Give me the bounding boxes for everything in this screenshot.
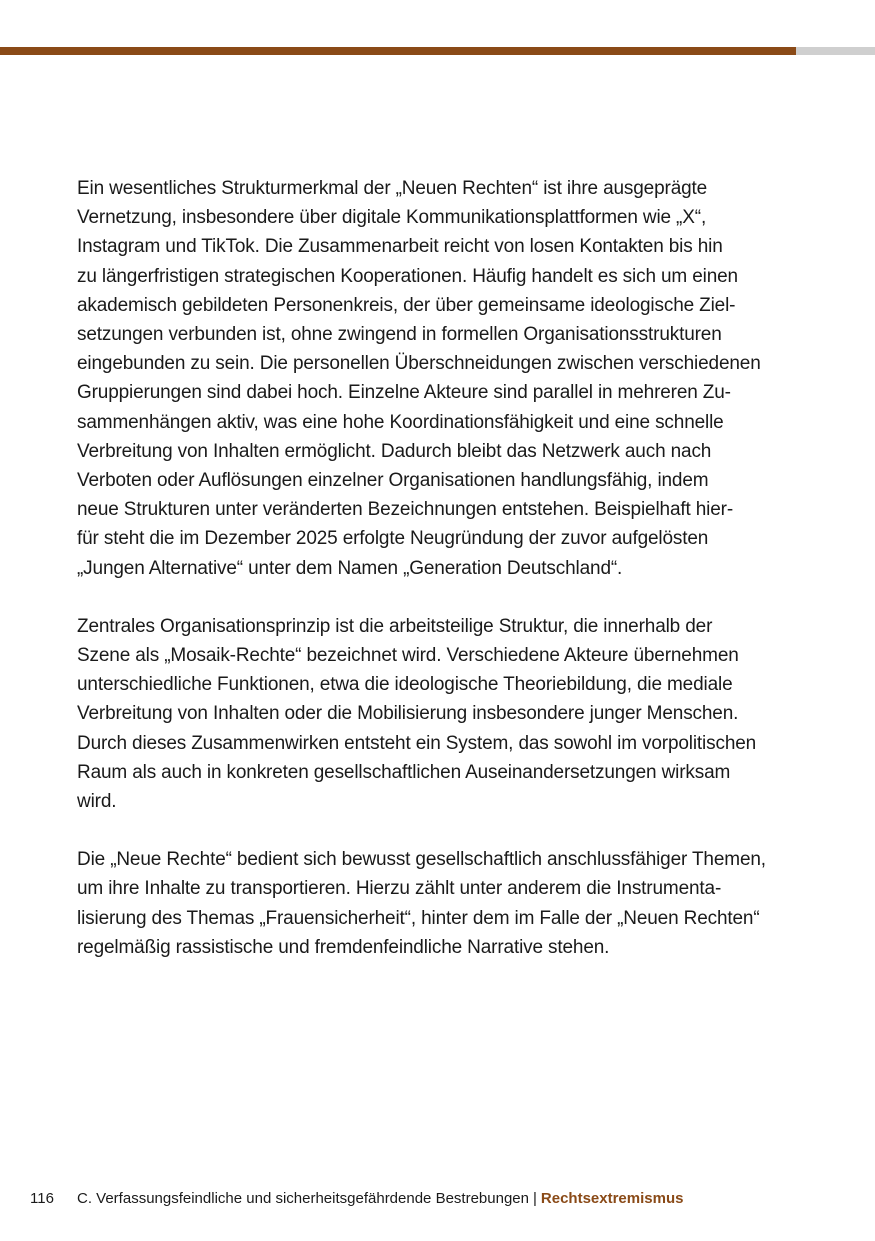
- paragraph: [77, 174, 802, 583]
- text-line: Gruppierungen sind dabei hoch. Einzelne Akteure sind parallel in mehreren Zu-: [77, 382, 731, 404]
- header-color-bar: [0, 47, 875, 55]
- text-line: Verboten oder Auflösungen einzelner Organisationen handlungsfähig, indem: [77, 470, 709, 492]
- text-line: regelmäßig rassistische und fremdenfeindliche Narrative stehen.: [77, 936, 610, 958]
- text-line: wird.: [77, 791, 117, 813]
- text-line: „Jungen Alternative“ unter dem Namen „Generation Deutschland“.: [77, 557, 623, 579]
- text-line: lisierung des Themas „Frauensicherheit“, hinter dem im Falle der „Neuen Rechten“: [77, 907, 760, 929]
- text-line: neue Strukturen unter veränderten Bezeichnungen entstehen. Beispielhaft hier-: [77, 499, 734, 521]
- text-line: Vernetzung, insbesondere über digitale Kommunikationsplattformen wie „X“,: [77, 207, 707, 229]
- text-line: für steht die im Dezember 2025 erfolgte Neugründung der zuvor aufgelösten: [77, 528, 709, 550]
- text-line: Raum als auch in konkreten gesellschaftlichen Auseinandersetzungen wirksam: [77, 761, 731, 783]
- text-line: akademisch gebildeten Personenkreis, der über gemeinsame ideologische Ziel-: [77, 294, 736, 316]
- header-bar-rest: [796, 47, 875, 55]
- page-footer: [30, 1189, 683, 1209]
- text-line: Die „Neue Rechte“ bedient sich bewusst gesellschaftlich anschlussfähiger Themen,: [77, 849, 766, 871]
- header-bar-accent: [0, 47, 796, 55]
- page-number: 116: [30, 1190, 54, 1207]
- text-line: zu längerfristigen strategischen Kooperationen. Häufig handelt es sich um einen: [77, 265, 738, 287]
- body-text: [77, 174, 802, 991]
- text-line: um ihre Inhalte zu transportieren. Hierzu zählt unter anderem die Instrumenta-: [77, 878, 722, 900]
- text-line: Szene als „Mosaik-Rechte“ bezeichnet wird. Verschiedene Akteure übernehmen: [77, 645, 739, 667]
- text-line: Zentrales Organisationsprinzip ist die arbeitsteilige Struktur, die innerhalb der: [77, 615, 713, 637]
- text-line: Verbreitung von Inhalten oder die Mobilisierung insbesondere junger Menschen.: [77, 703, 739, 725]
- footer-chapter: C. Verfassungsfeindliche und sicherheitsgefährdende Bestrebungen: [77, 1190, 529, 1207]
- text-line: Durch dieses Zusammenwirken entsteht ein System, das sowohl im vorpolitischen: [77, 732, 757, 754]
- footer-separator: |: [532, 1190, 537, 1207]
- footer-section: Rechtsextremismus: [540, 1190, 684, 1207]
- paragraph: [77, 612, 802, 816]
- text-line: sammenhängen aktiv, was eine hohe Koordinationsfähigkeit und eine schnelle: [77, 411, 724, 433]
- text-line: unterschiedliche Funktionen, etwa die ideologische Theoriebildung, die mediale: [77, 674, 733, 696]
- paragraph: [77, 845, 802, 962]
- text-line: Ein wesentliches Strukturmerkmal der „Neuen Rechten“ ist ihre ausgeprägte: [77, 178, 708, 199]
- text-line: setzungen verbunden ist, ohne zwingend in formellen Organisationsstrukturen: [77, 324, 722, 346]
- text-line: eingebunden zu sein. Die personellen Überschneidungen zwischen verschiedenen: [77, 353, 761, 375]
- text-line: Instagram und TikTok. Die Zusammenarbeit reicht von losen Kontakten bis hin: [77, 236, 723, 258]
- text-line: Verbreitung von Inhalten ermöglicht. Dadurch bleibt das Netzwerk auch nach: [77, 440, 712, 462]
